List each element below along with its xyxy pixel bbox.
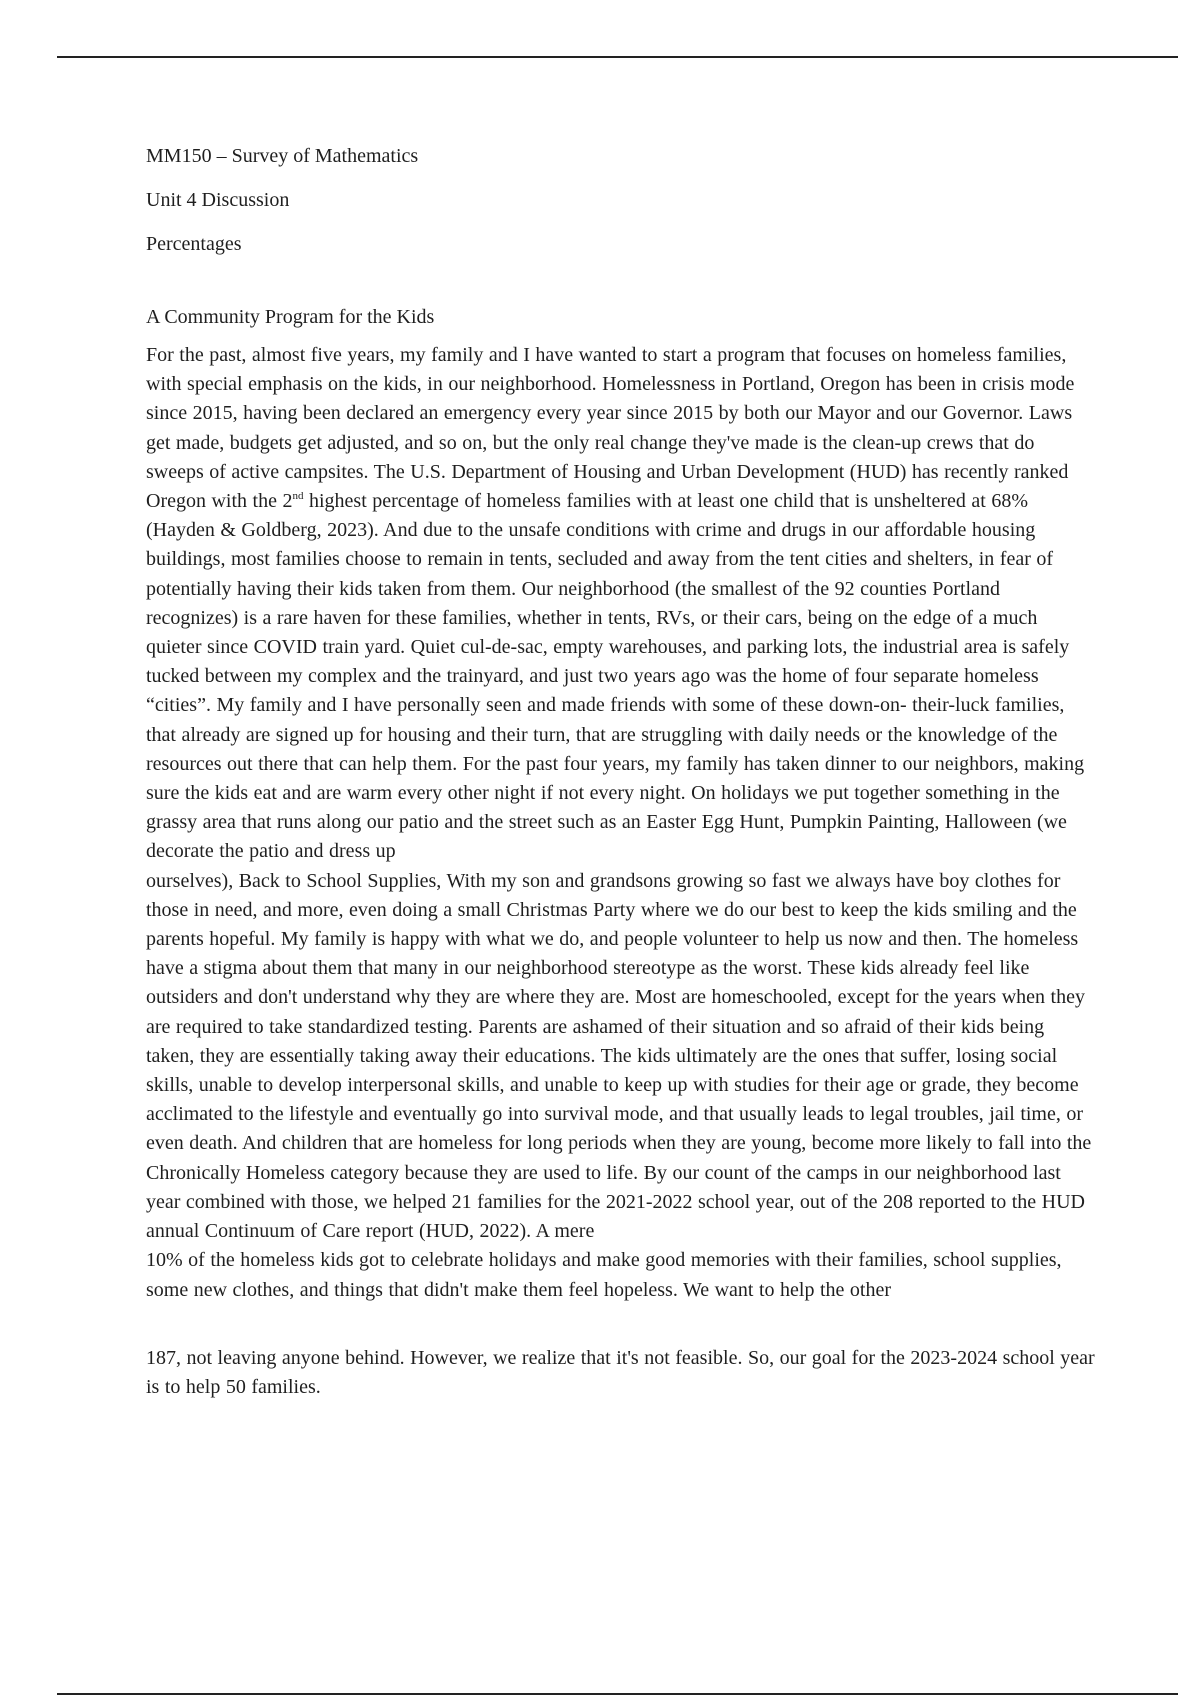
body-text-part2: highest percentage of homeless families with at least one child that is unsheltered at 68% (Hayden & Goldberg, 2023). And due to the unsafe conditions with crime and drugs in our affordable housing buildings, most families choose to remain in tents, secluded and away from the tent cities and shelters, in fear of potentially having their kids taken from them. Our neighborhood (the smallest of the 92 counties Portland recognizes) is a rare haven for these families, whether in tents, RVs, or their cars, being on the edge of a much quieter since COVID train yard. Quiet cul-de-sac, empty warehouses, and parking lots, the industrial area is safely tucked between my complex and the trainyard, and just two years ago was the home of four separate homeless “cities”. My family and I have personally seen and made friends with some of these down-on- their-luck families, that already are signed up for housing and their turn, that are struggling with daily needs or the knowledge of the resources out there that can help them. For the past four years, my family has taken dinner to our neighbors, making sure the kids eat and are warm every other night if not every night. On holidays we put together something in the grassy area that runs along our patio and the street such as an Easter Egg Hunt, Pumpkin Painting, Halloween (we decorate the patio and dress up	[146, 490, 1085, 863]
ordinal-superscript: nd	[292, 490, 304, 503]
body-text-part1: For the past, almost five years, my family and I have wanted to start a program that focuses on homeless families, with special emphasis on the kids, in our neighborhood. Homelessness in Portland, Oregon has been in crisis mode since 2015, having been declared an emergency every year since 2015 by both our Mayor and our Governor. Laws get made, budgets get adjusted, and so on, but the only real change they've made is the clean-up crews that do sweeps of active campsites. The U.S. Department of Housing and Urban Development (HUD) has recently ranked Oregon with the 2	[146, 344, 1075, 513]
document-page	[146, 142, 1096, 1402]
topic-label: Percentages	[146, 233, 242, 255]
unit-label: Unit 4 Discussion	[146, 189, 290, 211]
body-text-part4: 10% of the homeless kids got to celebrate holidays and make good memories with their families, school supplies, some new clothes, and things that didn't make them feel hopeless. We want to help the other	[146, 1249, 1062, 1301]
body-text-part3: ourselves), Back to School Supplies, With my son and grandsons growing so fast we always have boy clothes for those in need, and more, even doing a small Christmas Party where we do our best to keep the kids smiling and the parents hopeful. My family is happy with what we do, and people volunteer to help us now and then. The homeless have a stigma about them that many in our neighborhood stereotype as the worst. These kids already feel like outsiders and don't understand why they are where they are. Most are homeschooled, except for the years when they are required to take standardized testing. Parents are ashamed of their situation and so afraid of their kids being taken, they are essentially taking away their educations. The kids ultimately are the ones that suffer, losing social skills, unable to develop interpersonal skills, and unable to keep up with studies for their age or grade, they become acclimated to the lifestyle and eventually go into survival mode, and that usually leads to legal troubles, jail time, or even death. And children that are homeless for long periods when they are young, become more likely to fall into the Chronically Homeless category because they are used to life. By our count of the camps in our neighborhood last year combined with those, we helped 21 families for the 2021-2022 school year, out of the 208 reported to the HUD annual Continuum of Care report (HUD, 2022). A mere	[146, 869, 1092, 1243]
article-title: A Community Program for the Kids	[146, 306, 435, 328]
course-title: MM150 – Survey of Mathematics	[146, 145, 419, 167]
body-paragraph	[146, 341, 1096, 1305]
bottom-rule	[57, 1693, 1178, 1695]
top-rule	[57, 56, 1178, 58]
closing-paragraph: 187, not leaving anyone behind. However, we realize that it's not feasible. So, our goal for the 2023-2024 school year is to help 50 families.	[146, 1346, 1095, 1398]
